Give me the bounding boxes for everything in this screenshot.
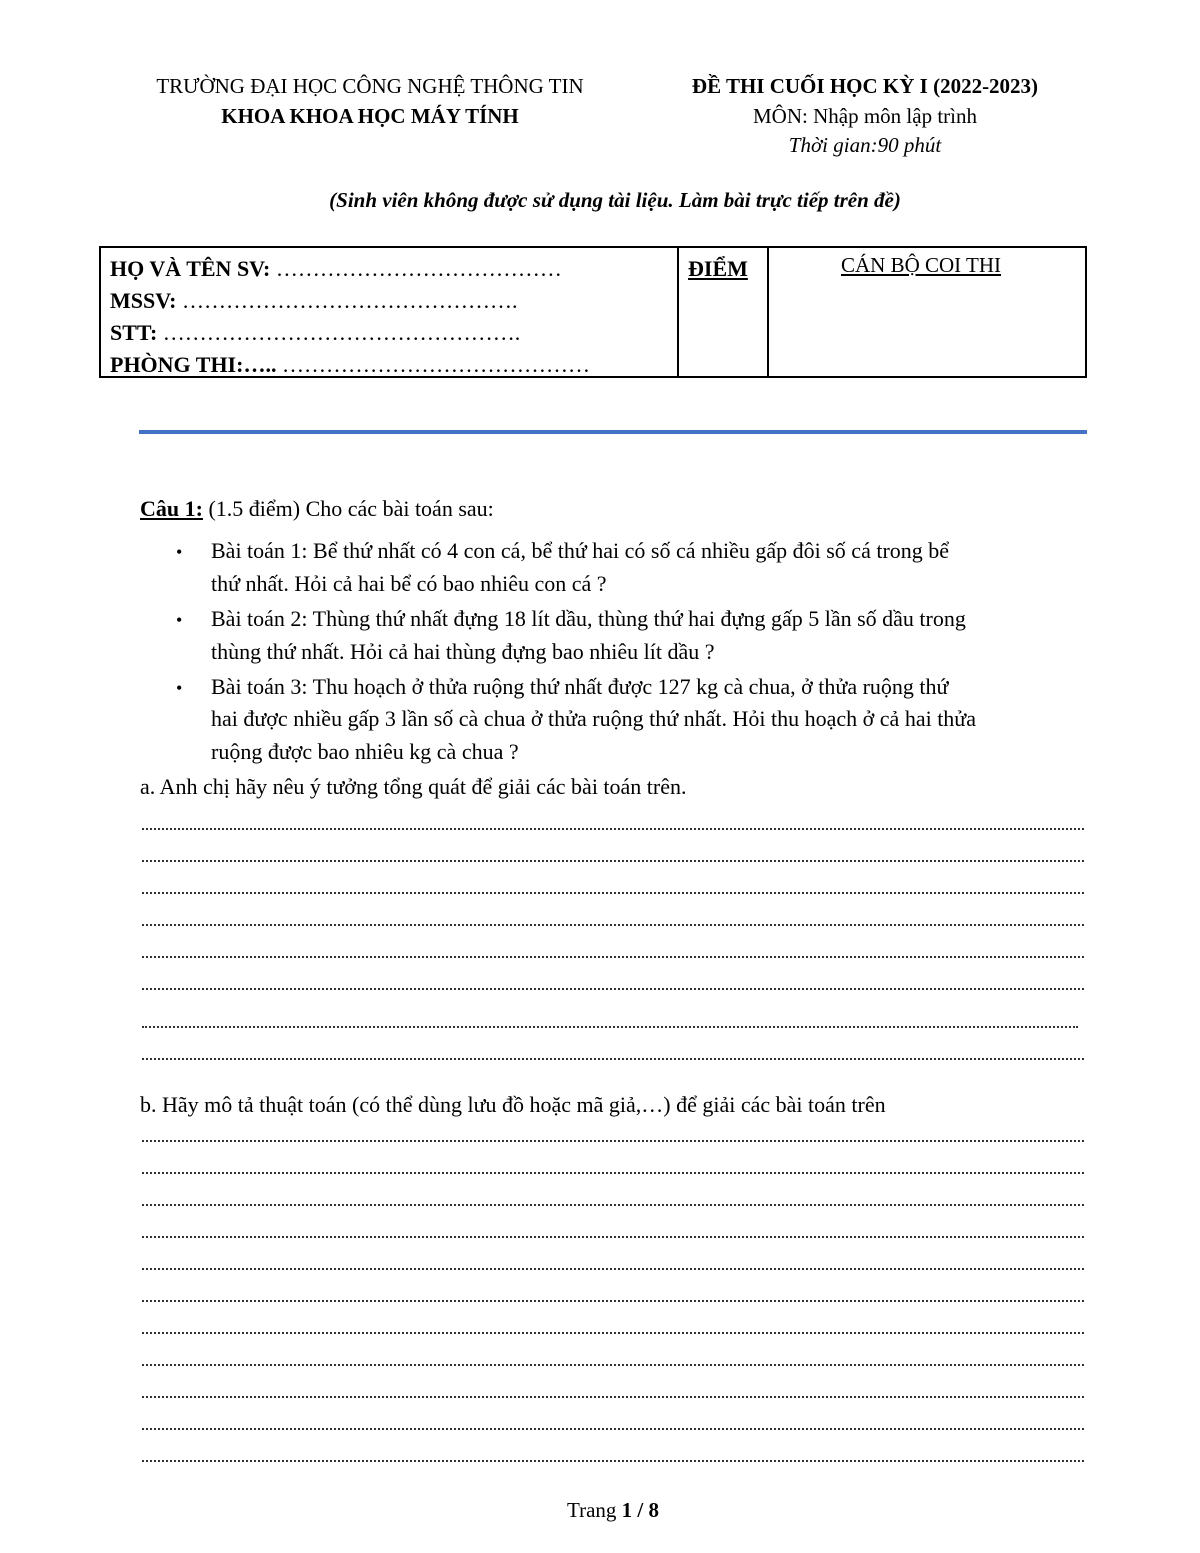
answer-line[interactable] <box>142 956 1084 958</box>
page-total: 8 <box>648 1498 659 1522</box>
answer-line[interactable] <box>142 988 1084 990</box>
stt-label: STT: <box>110 320 158 345</box>
mssv-row <box>110 288 517 314</box>
room-label: PHÒNG THI:….. <box>110 352 277 377</box>
answer-line[interactable] <box>142 1058 1084 1060</box>
room-field[interactable]: …………………………………… <box>281 352 590 377</box>
problem-2-line-1: Bài toán 2: Thùng thứ nhất đựng 18 lít dầu, thùng thứ hai đựng gấp 5 lần số dầu trong <box>211 606 966 631</box>
answer-line[interactable] <box>142 1268 1084 1270</box>
answer-line[interactable] <box>142 1300 1084 1302</box>
bullet-icon: • <box>176 678 183 698</box>
answer-line[interactable] <box>142 1396 1084 1398</box>
student-name-field[interactable]: ………………………………… <box>275 256 562 281</box>
section-divider <box>139 430 1087 434</box>
mssv-field[interactable]: ………………………………………. <box>181 288 518 313</box>
problem-3-line-1: Bài toán 3: Thu hoạch ở thửa ruộng thứ nhất được 127 kg cà chua, ở thửa ruộng thứ <box>211 674 949 699</box>
page-number <box>0 1498 1200 1523</box>
answer-line[interactable] <box>142 1364 1084 1366</box>
score-column[interactable] <box>679 248 769 376</box>
answer-line[interactable] <box>142 1428 1084 1430</box>
proctor-column[interactable] <box>769 248 1085 376</box>
stt-row <box>110 320 520 346</box>
answer-line[interactable] <box>142 1172 1084 1174</box>
problem-2-line-2: thùng thứ nhất. Hỏi cả hai thùng đựng bao nhiêu lít dầu ? <box>211 639 715 664</box>
student-name-row <box>110 256 562 282</box>
problem-3-line-3: ruộng được bao nhiêu kg cà chua ? <box>211 739 519 764</box>
exam-title: ĐỀ THI CUỐI HỌC KỲ I (2022-2023) <box>691 74 1039 98</box>
score-header: ĐIỂM <box>688 256 748 281</box>
answer-line[interactable] <box>142 892 1084 894</box>
university-name: TRƯỜNG ĐẠI HỌC CÔNG NGHỆ THÔNG TIN <box>156 74 584 98</box>
time-label: Thời gian:90 phút <box>788 133 942 157</box>
proctor-header: CÁN BỘ COI THI <box>841 253 1002 277</box>
answer-line[interactable] <box>142 1026 1078 1028</box>
answer-line[interactable] <box>142 1332 1084 1334</box>
student-name-label: HỌ VÀ TÊN SV: <box>110 256 271 281</box>
answer-line[interactable] <box>142 1140 1084 1142</box>
page-current: 1 <box>621 1498 633 1522</box>
problem-1-line-1: Bài toán 1: Bể thứ nhất có 4 con cá, bể thứ hai có số cá nhiều gấp đôi số cá trong bể <box>211 538 950 563</box>
bullet-icon: • <box>176 542 183 562</box>
answer-line[interactable] <box>142 1236 1084 1238</box>
student-info-column <box>101 248 679 376</box>
answer-line[interactable] <box>142 828 1084 830</box>
part-a-prompt: a. Anh chị hãy nêu ý tưởng tổng quát để giải các bài toán trên. <box>140 774 687 799</box>
subject-label: MÔN: Nhập môn lập trình <box>753 104 977 128</box>
student-info-table <box>99 246 1087 378</box>
faculty-name: KHOA KHOA HỌC MÁY TÍNH <box>221 104 519 128</box>
question-1-label: Câu 1: <box>140 496 203 521</box>
problem-3-line-2: hai được nhiều gấp 3 lần số cà chua ở thửa ruộng thứ nhất. Hỏi thu hoạch ở cả hai thửa <box>211 706 976 731</box>
page-separator: / <box>632 1498 649 1522</box>
room-row <box>110 352 590 378</box>
question-1-heading <box>140 496 494 522</box>
answer-line[interactable] <box>142 1460 1084 1462</box>
answer-line[interactable] <box>142 1204 1084 1206</box>
answer-line[interactable] <box>142 924 1084 926</box>
page-prefix: Trang <box>567 1498 622 1522</box>
stt-field[interactable]: …………………………………………. <box>162 320 521 345</box>
part-b-prompt: b. Hãy mô tả thuật toán (có thể dùng lưu đồ hoặc mã giả,…) để giải các bài toán trên <box>140 1092 886 1117</box>
answer-line[interactable] <box>142 860 1084 862</box>
bullet-icon: • <box>176 610 183 630</box>
question-1-intro: (1.5 điểm) Cho các bài toán sau: <box>202 496 494 521</box>
mssv-label: MSSV: <box>110 288 177 313</box>
exam-instruction: (Sinh viên không được sử dụng tài liệu. Làm bài trực tiếp trên đề) <box>329 188 901 212</box>
problem-1-line-2: thứ nhất. Hỏi cả hai bể có bao nhiêu con cá ? <box>211 571 607 596</box>
